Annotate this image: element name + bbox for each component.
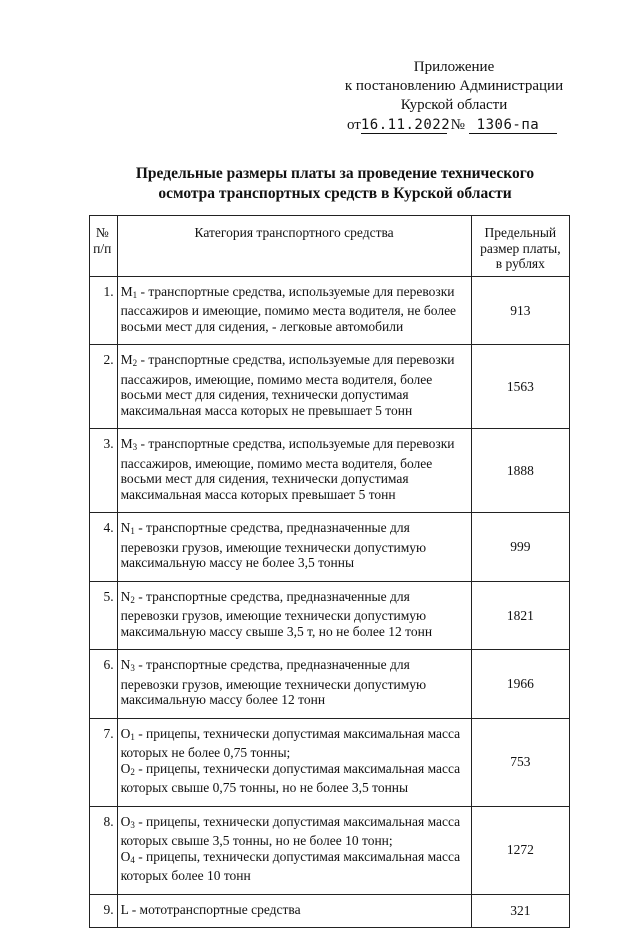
category-text: - мототранспортные средства (128, 901, 301, 917)
category-description (118, 513, 471, 581)
resolution-reference: к постановлению Администрации (344, 78, 564, 94)
category-code-subscript: 2 (130, 766, 135, 777)
row-number (90, 276, 118, 345)
category-code-subscript: 4 (130, 854, 135, 865)
category-code-subscript: 2 (132, 358, 138, 368)
table-row (90, 513, 570, 582)
row-number-text: 4. (103, 520, 114, 535)
category-description (118, 429, 471, 512)
category-code-subscript: 3 (130, 819, 135, 830)
category-text: - транспортные средства, используемые для перевозки пассажиров и имеющие, помимо места водителя, не более восьми мест для сидения, - легковые автомобили (120, 283, 457, 334)
category-code-subscript: 1 (132, 289, 138, 300)
table-row (90, 276, 570, 345)
title-line-2: осмотра транспортных средств в Курской области (158, 185, 512, 202)
document-details (330, 116, 578, 135)
table-row (90, 581, 570, 650)
title-line-1: Предельные размеры платы за проведение технического (135, 165, 535, 182)
category-code-subscript: 1 (130, 731, 135, 742)
table-row (90, 429, 570, 513)
category-text: - транспортные средства, используемые для перевозки пассажиров, имеющие, помимо места водителя, более восьми мест для сидения, технически допустимая максимальная масса которых не превышает 5 тонн (120, 352, 455, 418)
document-date: 16.11.2022 (360, 117, 451, 133)
category-code-letter: N (120, 520, 131, 535)
region-name: Курской области (400, 97, 508, 113)
category-code-letter: O (120, 813, 131, 829)
row-number (90, 345, 118, 429)
row-number-text: 1. (103, 283, 114, 299)
table-row (90, 806, 570, 894)
row-category (117, 581, 471, 650)
row-number (90, 650, 118, 719)
category-code-subscript: 3 (132, 442, 138, 452)
row-number (90, 718, 118, 806)
row-fee: 753 (471, 718, 569, 806)
row-category (117, 806, 471, 894)
appendix-label: Приложение (413, 59, 495, 75)
row-number (90, 806, 118, 894)
document-number: 1306-па (469, 118, 557, 134)
category-description (118, 807, 471, 894)
category-text: - прицепы, технически допустимая максимальная масса которых свыше 3,5 тонны, но не более 10 тонн; (120, 813, 461, 848)
category-code-letter: O (120, 760, 131, 776)
row-fee: 1821 (471, 581, 569, 650)
category-code-letter: N (120, 657, 131, 672)
category-description (118, 582, 471, 650)
category-text: - прицепы, технически допустимая максимальная масса которых не более 0,75 тонны; (120, 725, 461, 760)
row-fee: 1272 (471, 806, 569, 894)
row-fee: 1966 (471, 650, 569, 719)
row-category (117, 345, 471, 429)
table-row (90, 345, 570, 429)
document-title (100, 164, 570, 204)
category-description (118, 650, 471, 718)
category-text: - транспортные средства, предназначенные для перевозки грузов, имеющие технически допустимую максимальную массу более 12 тонн (120, 657, 427, 707)
category-text: - прицепы, технически допустимая максимальная масса которых более 10 тонн (120, 848, 461, 883)
row-category (117, 429, 471, 513)
row-fee: 1563 (471, 345, 569, 429)
row-category (117, 718, 471, 806)
category-description (118, 895, 471, 928)
category-code-letter: M (120, 283, 133, 299)
fees-table (89, 215, 570, 928)
row-category (117, 276, 471, 345)
row-number (90, 429, 118, 513)
row-fee: 1888 (471, 429, 569, 513)
category-description (118, 277, 471, 345)
table-row (90, 894, 570, 928)
row-category (117, 894, 471, 928)
row-number-text: 5. (103, 588, 114, 604)
header-number: № п/п (90, 216, 118, 277)
row-number (90, 894, 118, 928)
date-prefix: от (347, 117, 361, 133)
row-number-text: 2. (103, 352, 114, 367)
category-text: - транспортные средства, используемые для перевозки пассажиров, имеющие, помимо места водителя, более восьми мест для сидения, технически допустимая максимальная масса которых превышает 5 тонн (120, 436, 455, 502)
row-category (117, 650, 471, 719)
category-text: - прицепы, технически допустимая максимальная масса которых свыше 0,75 тонны, но не более 3,5 тонны (120, 760, 461, 795)
category-code-subscript: 2 (130, 594, 135, 605)
approval-block (330, 58, 578, 135)
category-code-letter: O (120, 848, 131, 864)
table-header-row (90, 216, 570, 277)
category-description (118, 345, 471, 428)
header-fee: Предельный размер платы, в рублях (471, 216, 569, 277)
category-code-letter: M (120, 436, 133, 451)
row-number-text: 6. (103, 657, 114, 672)
row-fee: 999 (471, 513, 569, 582)
header-category: Категория транспортного средства (117, 216, 471, 277)
category-code-letter: O (120, 725, 131, 741)
category-code-letter: L (120, 901, 129, 917)
row-fee: 913 (471, 276, 569, 345)
row-number-text: 7. (103, 725, 114, 741)
row-number-text: 9. (103, 901, 114, 917)
category-text: - транспортные средства, предназначенные для перевозки грузов, имеющие технически допустимую максимальную массу не более 3,5 тонны (120, 520, 427, 570)
category-code-subscript: 1 (130, 526, 135, 536)
row-number-text: 8. (103, 813, 114, 829)
category-code-letter: N (120, 588, 131, 604)
row-fee: 321 (471, 894, 569, 928)
table-body (90, 276, 570, 928)
category-text: - транспортные средства, предназначенные для перевозки грузов, имеющие технически допустимую максимальную массу свыше 3,5 т, но не более 12 тонн (120, 588, 433, 639)
row-category (117, 513, 471, 582)
row-number (90, 581, 118, 650)
row-number (90, 513, 118, 582)
category-description (118, 719, 471, 806)
category-code-letter: M (120, 352, 133, 367)
category-code-subscript: 3 (130, 663, 135, 673)
number-prefix: № (450, 117, 465, 133)
table-row (90, 650, 570, 719)
row-number-text: 3. (103, 436, 114, 451)
table-row (90, 718, 570, 806)
